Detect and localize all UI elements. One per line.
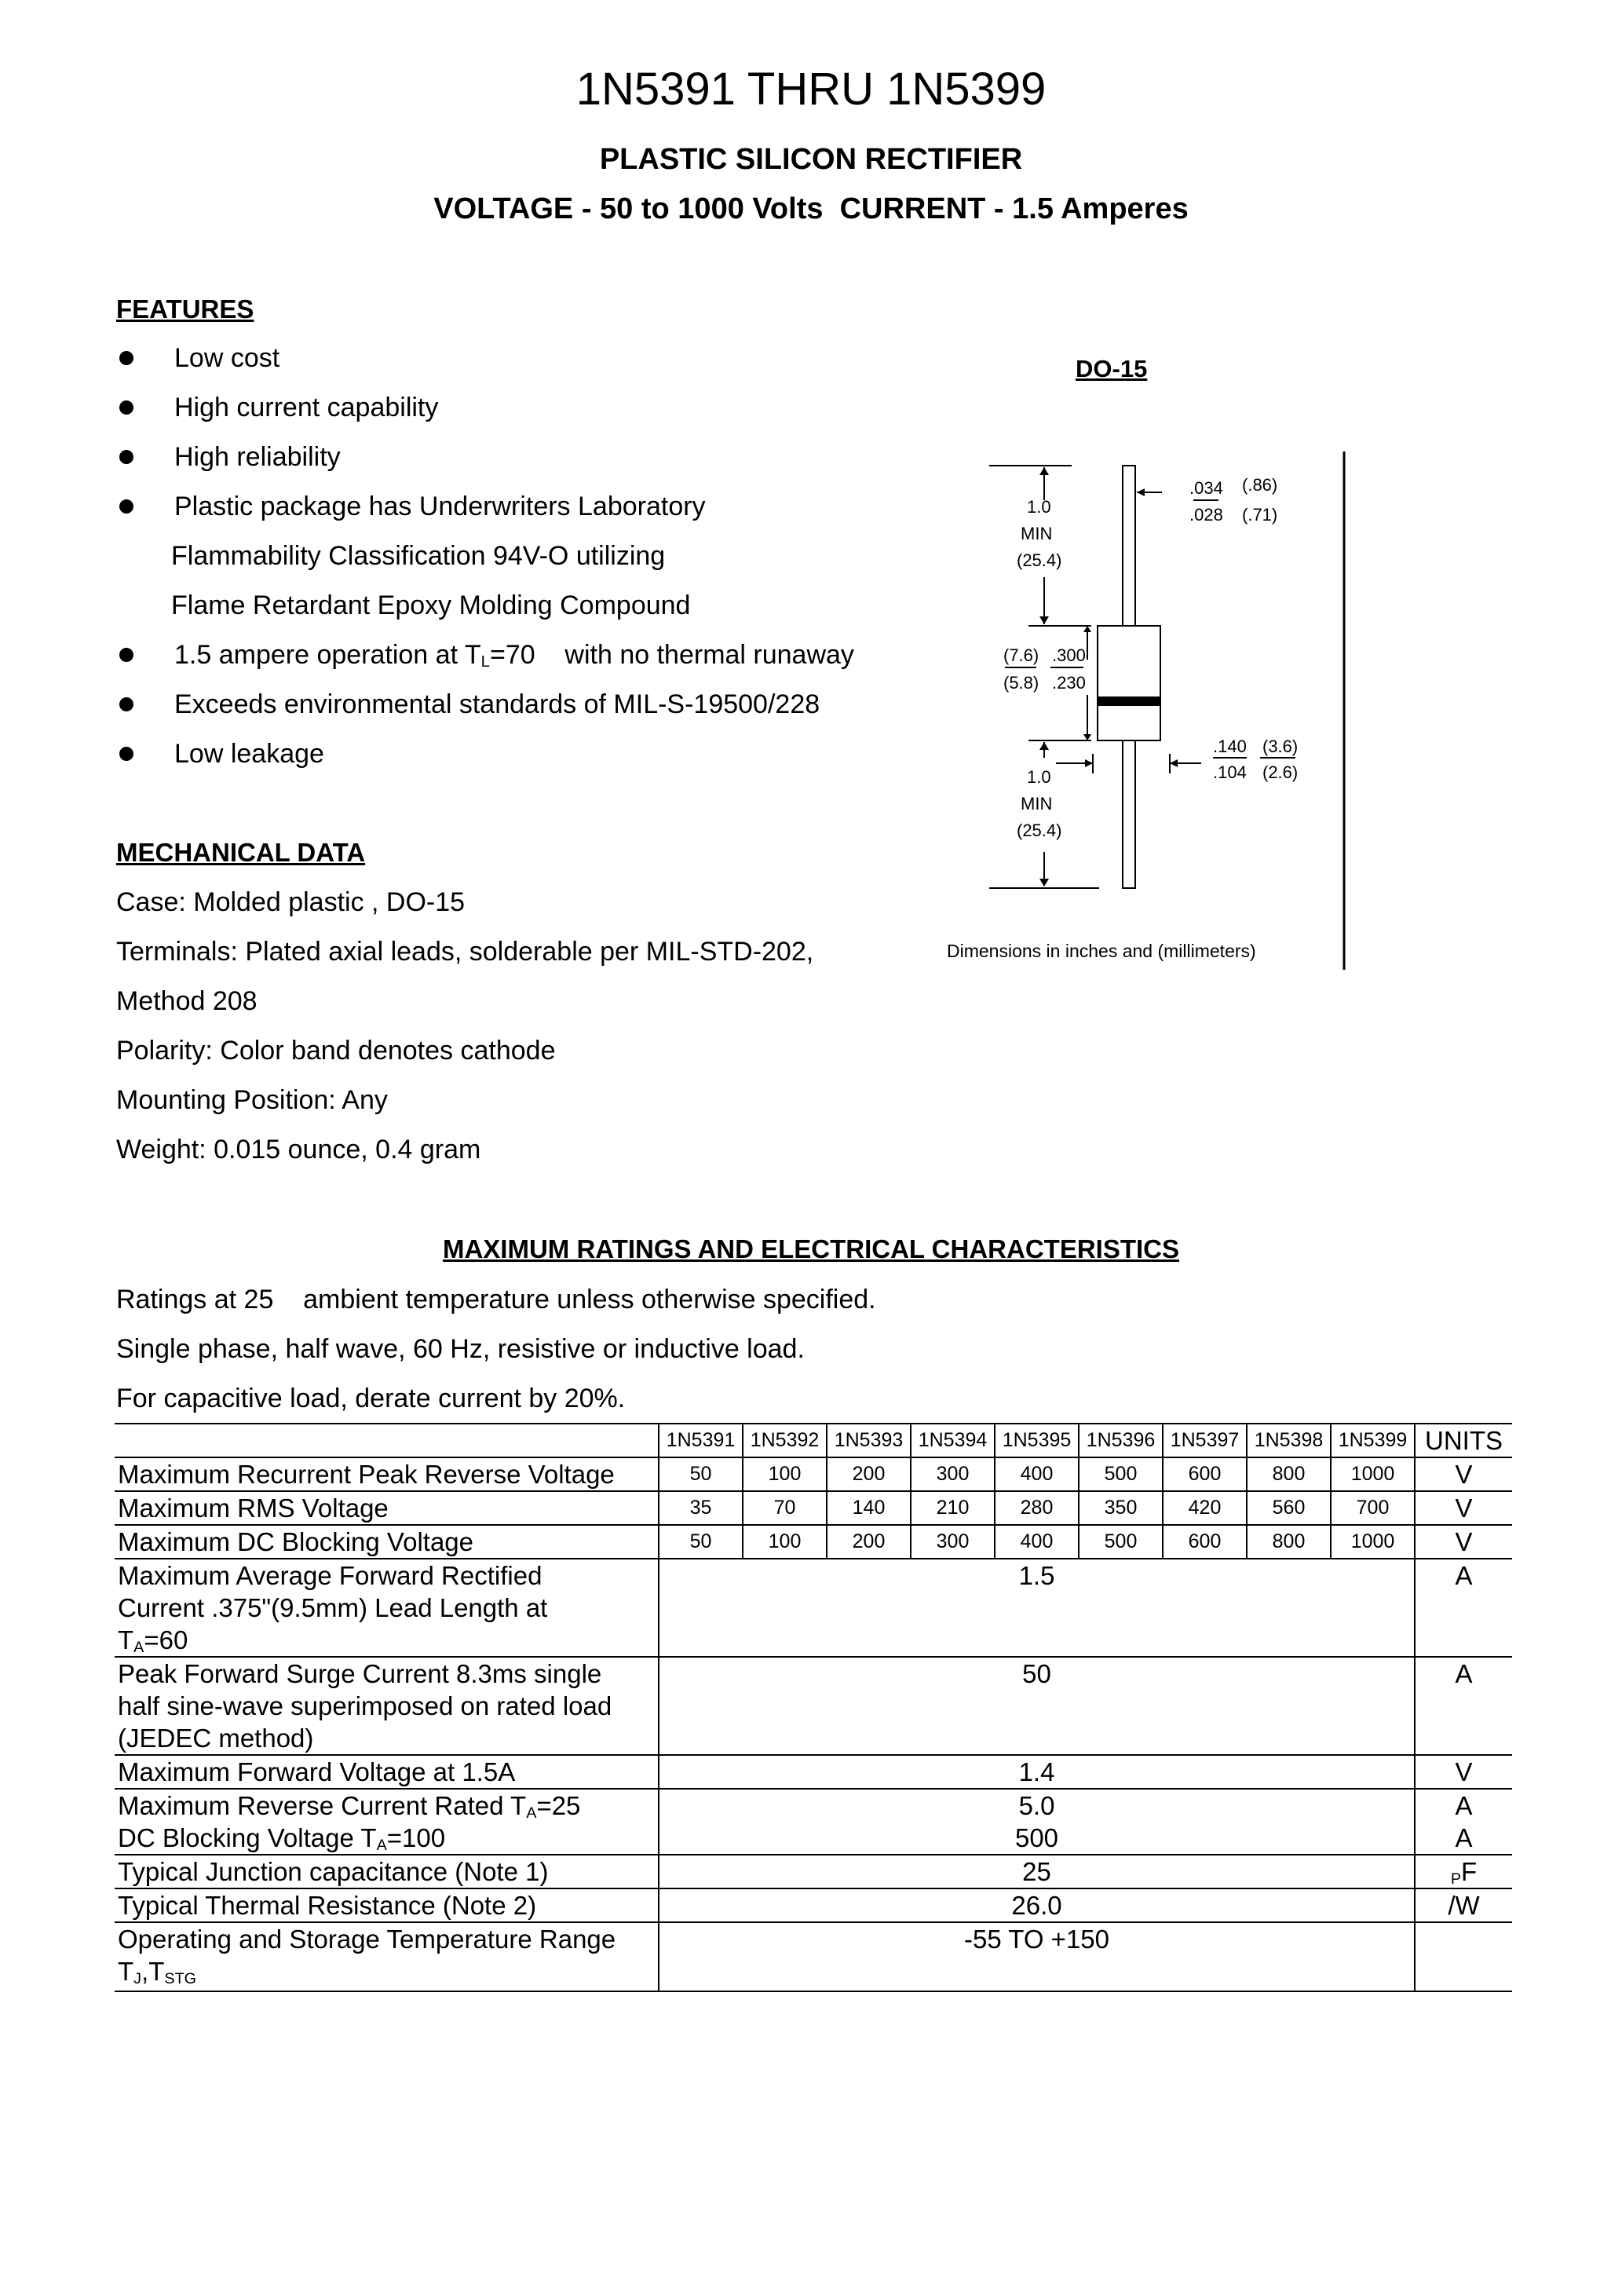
merged-value-cell: 1.4 xyxy=(659,1755,1415,1789)
table-row xyxy=(115,1457,1512,1491)
table-row xyxy=(115,1525,1512,1559)
part-number-header: 1N5396 xyxy=(1079,1424,1163,1457)
package-title: DO-15 xyxy=(1076,355,1148,382)
bullet-icon xyxy=(119,499,133,514)
svg-text:.028: .028 xyxy=(1189,505,1223,525)
feature-item-continued: Flame Retardant Epoxy Molding Compound xyxy=(171,590,691,620)
svg-text:(2.6): (2.6) xyxy=(1262,762,1299,782)
parameter-label: Maximum Forward Voltage at 1.5A xyxy=(115,1755,659,1789)
table-cell: 1000 xyxy=(1331,1525,1415,1559)
part-number-header: 1N5399 xyxy=(1331,1424,1415,1457)
svg-text:MIN: MIN xyxy=(1021,794,1053,813)
table-cell: 400 xyxy=(995,1525,1079,1559)
unit-cell: A A xyxy=(1415,1789,1512,1855)
unit-cell: V xyxy=(1415,1755,1512,1789)
unit-cell: A xyxy=(1415,1559,1512,1657)
part-number-header: 1N5391 xyxy=(659,1424,743,1457)
merged-value-cell: 25 xyxy=(659,1855,1415,1888)
table-cell: 35 xyxy=(659,1491,743,1525)
mechanical-line: Polarity: Color band denotes cathode xyxy=(116,1036,556,1066)
svg-text:(.86): (.86) xyxy=(1242,475,1278,495)
unit-cell: /W xyxy=(1415,1888,1512,1922)
header-blank xyxy=(115,1424,659,1457)
mechanical-line: Mounting Position: Any xyxy=(116,1085,388,1115)
unit-cell xyxy=(1415,1922,1512,1991)
table-cell: 100 xyxy=(743,1457,827,1491)
mechanical-line: Method 208 xyxy=(116,986,258,1016)
table-cell: 200 xyxy=(827,1457,911,1491)
feature-item: Low cost xyxy=(174,343,280,373)
parameter-label: Peak Forward Surge Current 8.3ms single half sine-wave superimposed on rated load (JEDEC method) xyxy=(115,1657,659,1755)
table-cell: 800 xyxy=(1247,1525,1331,1559)
table-cell: 1000 xyxy=(1331,1457,1415,1491)
bullet-icon xyxy=(119,747,133,761)
merged-value-cell: 5.0 500 xyxy=(659,1789,1415,1855)
table-cell: 600 xyxy=(1163,1457,1247,1491)
parameter-label: Maximum DC Blocking Voltage xyxy=(115,1525,659,1559)
table-cell: 800 xyxy=(1247,1457,1331,1491)
table-cell: 560 xyxy=(1247,1491,1331,1525)
bullet-icon xyxy=(119,648,133,662)
table-cell: 50 xyxy=(659,1525,743,1559)
part-number-header: 1N5394 xyxy=(911,1424,995,1457)
feature-item: High current capability xyxy=(174,393,439,422)
table-header-row xyxy=(115,1424,1512,1457)
parameter-label: Maximum RMS Voltage xyxy=(115,1491,659,1525)
table-cell: 420 xyxy=(1163,1491,1247,1525)
ratings-heading: MAXIMUM RATINGS AND ELECTRICAL CHARACTERISTICS xyxy=(442,1234,1180,1263)
table-row xyxy=(115,1491,1512,1525)
table-cell: 600 xyxy=(1163,1525,1247,1559)
merged-value-cell: 26.0 xyxy=(659,1888,1415,1922)
unit-cell: V xyxy=(1415,1457,1512,1491)
part-number-header: 1N5397 xyxy=(1163,1424,1247,1457)
svg-text:1.0: 1.0 xyxy=(1027,767,1051,787)
table-cell: 700 xyxy=(1331,1491,1415,1525)
parameter-label: Maximum Reverse Current Rated $T_A=25$ DC Blocking Voltage $T_A=100$ xyxy=(115,1789,659,1855)
ratings-note: Single phase, half wave, 60 Hz, resistive or inductive load. xyxy=(116,1334,805,1364)
table-cell: 70 xyxy=(743,1491,827,1525)
svg-text:.230: .230 xyxy=(1052,673,1086,693)
table-cell: 140 xyxy=(827,1491,911,1525)
page-subtitle: PLASTIC SILICON RECTIFIER xyxy=(599,143,1023,176)
svg-text:.140: .140 xyxy=(1213,737,1247,756)
merged-value-cell: 50 xyxy=(659,1657,1415,1755)
rating-summary: VOLTAGE - 50 to 1000 Volts CURRENT - 1.5 Amperes xyxy=(433,192,1189,225)
svg-text:.300: .300 xyxy=(1052,645,1086,665)
package-outline-diagram xyxy=(934,444,1350,978)
part-number-header: 1N5392 xyxy=(743,1424,827,1457)
svg-text:(7.6): (7.6) xyxy=(1003,645,1039,665)
parameter-label: Typical Junction capacitance (Note 1) xyxy=(115,1855,659,1888)
feature-item: Low leakage xyxy=(174,739,324,769)
bullet-icon xyxy=(119,400,133,415)
parameter-label: Maximum Average Forward Rectified Current .375"(9.5mm) Lead Length at $T_A=60$ xyxy=(115,1559,659,1657)
part-number-header: 1N5395 xyxy=(995,1424,1079,1457)
mechanical-heading: MECHANICAL DATA xyxy=(116,838,366,867)
svg-text:1.0: 1.0 xyxy=(1027,497,1051,517)
table-row xyxy=(115,1922,1512,1991)
mechanical-line: Weight: 0.015 ounce, 0.4 gram xyxy=(116,1135,481,1164)
merged-value-cell: -55 TO +150 xyxy=(659,1922,1415,1991)
table-cell: 210 xyxy=(911,1491,995,1525)
table-cell: 100 xyxy=(743,1525,827,1559)
table-cell: 50 xyxy=(659,1457,743,1491)
table-cell: 300 xyxy=(911,1525,995,1559)
feature-item: High reliability xyxy=(174,442,341,472)
svg-text:(3.6): (3.6) xyxy=(1262,737,1299,756)
table-cell: 350 xyxy=(1079,1491,1163,1525)
ratings-note: Ratings at 25 ambient temperature unless otherwise specified. xyxy=(116,1285,876,1314)
merged-value-cell: 1.5 xyxy=(659,1559,1415,1657)
table-cell: 300 xyxy=(911,1457,995,1491)
mechanical-line: Terminals: Plated axial leads, solderable per MIL-STD-202, xyxy=(116,937,814,967)
table-row xyxy=(115,1855,1512,1888)
table-cell: 500 xyxy=(1079,1457,1163,1491)
svg-text:(25.4): (25.4) xyxy=(1017,821,1062,840)
svg-text:MIN: MIN xyxy=(1021,524,1053,543)
part-number-header: 1N5398 xyxy=(1247,1424,1331,1457)
table-cell: 500 xyxy=(1079,1525,1163,1559)
svg-text:(.71): (.71) xyxy=(1242,505,1278,525)
svg-text:.104: .104 xyxy=(1213,762,1247,782)
bullet-icon xyxy=(119,351,133,365)
unit-cell: V xyxy=(1415,1491,1512,1525)
feature-item: Plastic package has Underwriters Laboratory xyxy=(174,492,706,521)
table-row xyxy=(115,1657,1512,1755)
do15-drawing xyxy=(934,444,1350,978)
table-row xyxy=(115,1755,1512,1789)
units-header: UNITS xyxy=(1415,1424,1512,1457)
feature-item-continued: Flammability Classification 94V-O utilizing xyxy=(171,541,666,571)
table-cell: 200 xyxy=(827,1525,911,1559)
parameter-label: Operating and Storage Temperature Range $T_J,T_{STG}$ xyxy=(115,1922,659,1991)
table-row xyxy=(115,1888,1512,1922)
unit-cell: V xyxy=(1415,1525,1512,1559)
parameter-label: Maximum Recurrent Peak Reverse Voltage xyxy=(115,1457,659,1491)
svg-text:(5.8): (5.8) xyxy=(1003,673,1039,693)
svg-text:(25.4): (25.4) xyxy=(1017,550,1062,570)
feature-item: Exceeds environmental standards of MIL-S-19500/228 xyxy=(174,689,820,719)
table-row xyxy=(115,1559,1512,1657)
part-number-header: 1N5393 xyxy=(827,1424,911,1457)
svg-text:.034: .034 xyxy=(1189,478,1223,498)
table-cell: 400 xyxy=(995,1457,1079,1491)
mechanical-line: Case: Molded plastic , DO-15 xyxy=(116,887,466,917)
parameter-label: Typical Thermal Resistance (Note 2) xyxy=(115,1888,659,1922)
features-heading: FEATURES xyxy=(116,294,254,324)
svg-text:Dimensions in inches and (mill: Dimensions in inches and (millimeters) xyxy=(947,941,1256,961)
page-title: 1N5391 THRU 1N5399 xyxy=(575,64,1047,115)
feature-item: 1.5 ampere operation at $T_L=70$ with no thermal runaway xyxy=(174,640,854,671)
unit-cell: A xyxy=(1415,1657,1512,1755)
ratings-table xyxy=(115,1423,1512,1992)
unit-cell: $_P$F xyxy=(1415,1855,1512,1888)
bullet-icon xyxy=(119,697,133,711)
table-cell: 280 xyxy=(995,1491,1079,1525)
bullet-icon xyxy=(119,450,133,464)
table-row xyxy=(115,1789,1512,1855)
ratings-note: For capacitive load, derate current by 20%. xyxy=(116,1384,626,1413)
